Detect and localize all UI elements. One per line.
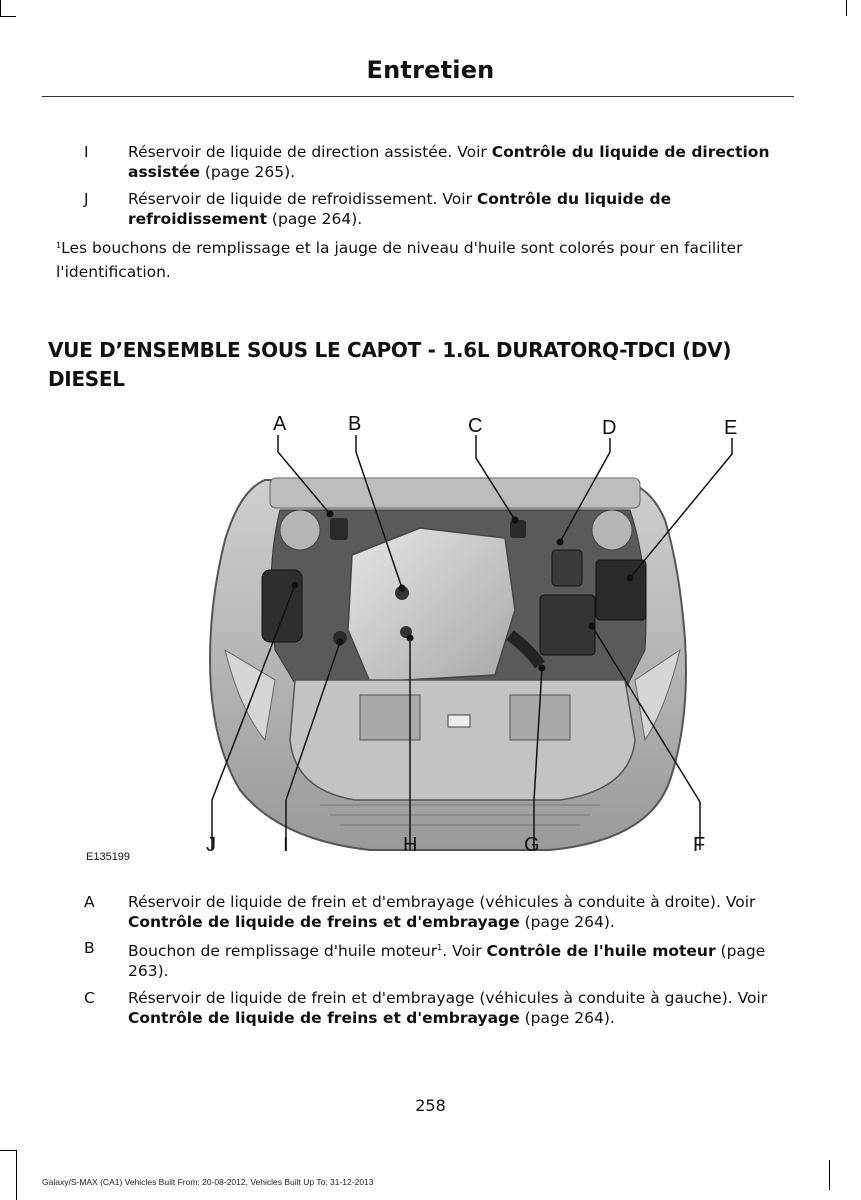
cross-reference: Contrôle de liquide de freins et d'embrayage	[128, 1009, 520, 1027]
crop-mark-top-left	[0, 0, 1, 16]
cross-reference: Contrôle du liquide de refroidissement	[128, 190, 672, 228]
footer-text: Galaxy/S-MAX (CA1) Vehicles Built From: 20-08-2012, Vehicles Built Up To: 31-12-2013	[42, 1177, 374, 1187]
crop-mark-top-left-h	[0, 16, 16, 17]
list-item-key: C	[84, 989, 95, 1007]
list-item-a	[42, 892, 794, 932]
list-item-key: J	[84, 190, 89, 208]
list-item-c	[42, 988, 794, 1028]
callout-label-i: I	[283, 834, 289, 856]
crop-mark-bottom-left-v	[16, 1150, 17, 1200]
cross-reference: Contrôle de liquide de freins et d'embrayage	[128, 913, 520, 931]
list-item-j	[42, 189, 794, 229]
callout-label-b: B	[348, 413, 362, 435]
header-rule	[42, 96, 794, 97]
list-item-text: Réservoir de liquide de frein et d'embrayage (véhicules à conduite à gauche). Voir Contrôle de liquide de freins et d'embrayage (page 264).	[128, 989, 768, 1027]
list-item-text: Bouchon de remplissage d'huile moteur$^1$. Voir Contrôle de l'huile moteur (page 263).	[128, 942, 766, 981]
crop-mark-bottom-left	[0, 1150, 16, 1151]
cross-reference: Contrôle du liquide de direction assistée	[128, 143, 770, 181]
callout-label-j: J	[206, 834, 216, 856]
engine-bay-illustration	[90, 410, 770, 880]
callout-label-c: C	[468, 415, 483, 437]
footnote-mark: 1	[437, 943, 443, 952]
footnote-text: Les bouchons de remplissage et la jauge de niveau d'huile sont colorés pour en faciliter l'identification.	[56, 239, 743, 281]
footnote-mark: 1	[56, 241, 62, 250]
cross-reference: Contrôle de l'huile moteur	[486, 942, 716, 961]
list-item-text: Réservoir de liquide de frein et d'embrayage (véhicules à conduite à droite). Voir Contrôle de liquide de freins et d'embrayage (page 264).	[128, 893, 756, 931]
page-number: 258	[415, 1096, 446, 1115]
list-item-key: I	[84, 143, 89, 161]
engine-bay-drawing	[90, 410, 770, 880]
callout-label-e: E	[724, 417, 738, 439]
page-title: Entretien	[366, 56, 495, 84]
crop-mark-bottom-right	[829, 1160, 830, 1190]
list-item-key: B	[84, 939, 95, 957]
list-item-key: A	[84, 893, 95, 911]
list-item-i	[42, 142, 794, 182]
callout-label-h: H	[403, 834, 418, 856]
callout-label-d: D	[602, 417, 617, 439]
crop-mark-top-right	[846, 0, 847, 16]
list-item-text: Réservoir de liquide de refroidissement. Voir Contrôle du liquide de refroidissement (page 264).	[128, 190, 672, 228]
callout-label-a: A	[273, 413, 287, 435]
callout-label-g: G	[524, 834, 540, 856]
callout-label-f: F	[693, 834, 706, 856]
footnote	[56, 236, 796, 284]
list-item-b	[42, 938, 794, 981]
figure-id: E135199	[86, 851, 131, 863]
section-title: VUE D’ENSEMBLE SOUS LE CAPOT - 1.6L DURATORQ-TDCI (DV) DIESEL	[48, 338, 732, 391]
list-item-text: Réservoir de liquide de direction assistée. Voir Contrôle du liquide de direction assistée (page 265).	[128, 143, 770, 181]
